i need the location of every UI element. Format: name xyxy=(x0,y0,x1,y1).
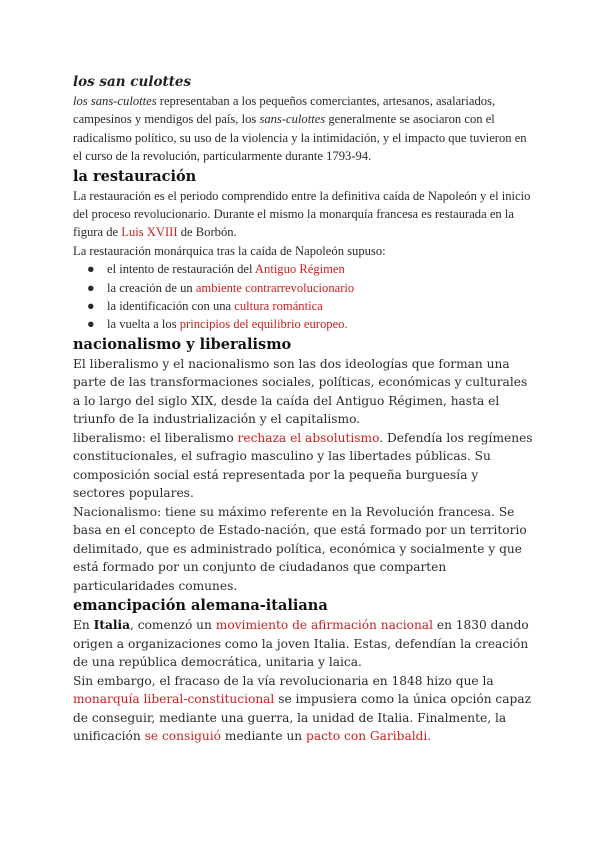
heading-emancipacion: emancipación alemana-italiana xyxy=(73,597,328,615)
highlight-term: Antiguo Régimen xyxy=(254,262,345,277)
document-body xyxy=(73,72,533,746)
highlight-term: rechaza el absolutismo xyxy=(237,430,380,445)
bullet-icon: ● xyxy=(87,317,95,332)
highlight-term: movimiento de afirmación nacional xyxy=(215,618,433,633)
text-span: , comenzó un xyxy=(130,618,216,633)
heading-nacionalismo-liberalismo: nacionalismo y liberalismo xyxy=(73,335,292,353)
highlight-term: cultura romántica xyxy=(234,299,323,314)
highlight-term: pacto con Garibaldi. xyxy=(306,729,432,744)
paragraph-restauracion-intro: La restauración monárquica tras la caída de Napoleón supuso: xyxy=(73,243,386,258)
text-span: en 1830 dando origen a organizaciones como la joven Italia. Estas, defendían la creación de una república democrática, unitaria y laica. xyxy=(73,618,529,670)
bullet-icon: ● xyxy=(87,280,95,295)
paragraph-restauracion xyxy=(73,187,533,242)
italic-term: los sans-culottes xyxy=(73,94,157,108)
text-span: de Borbón. xyxy=(177,225,237,240)
text-span: mediante un xyxy=(221,729,307,744)
text-span: representaban a los pequeños comerciantes, artesanos, asalariados, campesinos y mendigos del país, los xyxy=(73,94,496,127)
paragraph-italia xyxy=(73,616,533,672)
italic-term: sans-culottes xyxy=(259,112,326,127)
text-span: La restauración es el periodo comprendido entre la definitiva caída de Napoleón y el inicio del proceso revolucionario. Durante el mismo la monarquía francesa es restaurada en la figura de xyxy=(73,188,531,240)
paragraph-ideologias: El liberalismo y el nacionalismo son las dos ideologías que forman una parte de las transformaciones sociales, políticas, económicas y culturales a lo largo del siglo XIX, desde la caída del Antiguo Régimen, hasta el triunfo de la industrialización y el capitalismo. xyxy=(73,356,528,427)
text-span: En xyxy=(73,618,94,633)
heading-sans-culottes: los san culottes xyxy=(73,74,192,90)
text-span: . Defendía los regímenes constitucionales, el sufragio masculino y las libertades públicas. Su composición social está representada por la pequeña burguesía y sectores populares. xyxy=(73,430,533,501)
highlight-term: Luis XVIII xyxy=(121,225,178,240)
restauracion-list xyxy=(73,260,533,334)
list-item xyxy=(87,260,533,278)
text-span: generalmente se asociaron con el radicalismo político, su uso de la violencia y la intimidación, y el impacto que tuvieron en el curso de la revolución, particularmente durante 1793-94. xyxy=(73,112,527,164)
list-item xyxy=(87,279,533,297)
paragraph-unificacion xyxy=(73,672,533,746)
text-span: el intento de restauración del xyxy=(107,262,255,277)
text-span: Sin embargo, el fracaso de la vía revolucionaria en 1848 hizo que la xyxy=(73,673,494,688)
highlight-term: principios del equilibrio europeo. xyxy=(179,317,348,332)
paragraph-nacionalismo: Nacionalismo: tiene su máximo referente en la Revolución francesa. Se basa en el concepto de Estado-nación, que está formado por un territorio delimitado, que es administrado política, económica y socialmente y que está formado por un conjunto de ciudadanos que comparten particularidades comunes. xyxy=(73,504,527,593)
text-span: la identificación con una xyxy=(107,299,235,314)
bullet-icon: ● xyxy=(87,262,95,277)
list-item xyxy=(87,315,533,333)
paragraph-liberalismo xyxy=(73,429,533,503)
bold-term: Italia xyxy=(93,618,131,633)
highlight-term: ambiente contrarrevolucionario xyxy=(195,280,355,295)
bullet-icon: ● xyxy=(87,299,95,314)
highlight-term: se consiguió xyxy=(144,729,222,744)
list-item xyxy=(87,297,533,315)
text-span: se impusiera como la única opción capaz de conseguir, mediante una guerra, la unidad de Italia. Finalmente, la unificación xyxy=(73,692,532,744)
text-span: liberalismo: el liberalismo xyxy=(73,430,238,445)
text-span: la vuelta a los xyxy=(107,317,180,332)
heading-restauracion: la restauración xyxy=(73,167,197,185)
text-span: la creación de un xyxy=(107,280,196,295)
highlight-term: monarquía liberal-constitucional xyxy=(73,692,275,707)
paragraph-sans-culottes xyxy=(73,92,533,166)
